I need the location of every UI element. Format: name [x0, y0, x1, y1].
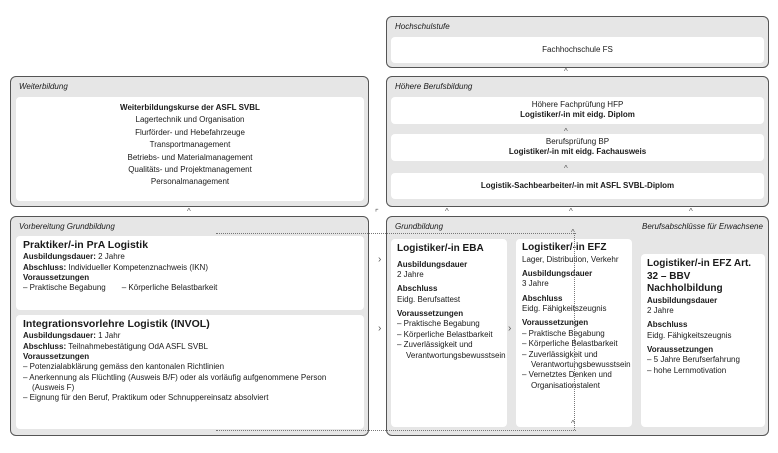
arrow-up-icon: ^ [569, 207, 573, 216]
corner-arrow-icon: ⌜ [375, 208, 379, 217]
course-item: Qualitäts- und Projektmanagement [128, 164, 252, 174]
arrow-up-icon: ^ [564, 127, 568, 136]
requirement: – Zuverlässigkeit und Verantwortungsbewusstsein [397, 340, 506, 360]
label: Voraussetzungen [397, 309, 464, 319]
arrow-right-icon: › [378, 323, 382, 334]
panel-title: Höhere Berufsbildung [395, 82, 473, 91]
card-heading: Weiterbildungskurse der ASFL SVBL [120, 103, 260, 112]
arrow-up-icon: ^ [571, 419, 575, 428]
connector-line [574, 233, 575, 430]
card-sachbearbeiter [391, 173, 764, 199]
label: Voraussetzungen [23, 351, 90, 361]
arrow-up-icon: ^ [571, 228, 575, 237]
value: 2 Jahre [647, 305, 674, 315]
arrow-up-icon: ^ [187, 207, 191, 216]
panel-title-erwachsene: Berufsabschlüsse für Erwachsene [642, 222, 763, 231]
card-line: Berufsprüfung BP [545, 137, 610, 146]
value: Eidg. Fähigkeitszeugnis [647, 330, 732, 340]
requirement: – Praktische Begabung [397, 319, 480, 329]
card-weiterbildungskurse [16, 97, 364, 201]
arrow-right-icon: › [508, 323, 512, 334]
value: Eidg. Fähigkeitszeugnis [522, 304, 607, 314]
value: Teilnahmebestätigung OdA ASFL SVBL [68, 341, 208, 351]
card-text: Logistik-Sachbearbeiter/-in mit ASFL SVBL-Diplom [480, 181, 675, 190]
arrow-up-icon: ^ [445, 207, 449, 216]
course-item: Betriebs- und Materialmanagement [127, 152, 253, 162]
course-item: Transportmanagement [149, 140, 231, 150]
label: Ausbildungsdauer [647, 295, 718, 305]
card-line: Höhere Fachprüfung HFP [531, 100, 624, 109]
card-erwachsene [641, 254, 765, 427]
value: 1 Jahr [98, 331, 121, 341]
label: Ausbildungsdauer [397, 259, 468, 269]
label: Abschluss: [23, 341, 67, 351]
requirement: – Körperliche Belastbarkeit [397, 329, 493, 339]
card-text: Fachhochschule FS [542, 45, 613, 54]
panel-title: Grundbildung [395, 222, 444, 231]
panel-grundbildung [386, 216, 769, 436]
label: Ausbildungsdauer: [23, 252, 96, 262]
card-pra [16, 236, 364, 310]
panel-title: Vorbereitung Grundbildung [19, 222, 115, 231]
requirement: – Vernetztes Denken und Organisationstalent [522, 370, 612, 390]
label: Abschluss [647, 320, 688, 330]
card-invol [16, 315, 364, 429]
card-heading: Logistiker/-in EBA [397, 243, 484, 254]
label: Voraussetzungen [647, 345, 714, 355]
arrow-up-icon: ^ [564, 164, 568, 173]
requirement: – Körperliche Belastbarkeit [522, 339, 618, 349]
arrow-up-icon: ^ [689, 207, 693, 216]
label: Voraussetzungen [522, 318, 589, 328]
requirement: – Praktische Begabung [23, 283, 106, 293]
requirement: – Potenzialabklärung gemäss den kantonalen Richtlinien [23, 362, 225, 372]
requirement: – Zuverlässigkeit und Verantwortungsbewusstsein [522, 349, 631, 370]
panel-title: Weiterbildung [19, 82, 68, 91]
value: 3 Jahre [522, 279, 549, 289]
requirement: – Eignung für den Beruf, Praktikum oder Schnuppereinsatz absolviert [23, 393, 269, 403]
card-hfp [391, 97, 764, 124]
arrow-right-icon: › [378, 254, 382, 265]
label: Voraussetzungen [23, 272, 90, 282]
card-line-bold: Logistiker/-in mit eidg. Diplom [520, 110, 635, 120]
course-item: Flurförder- und Hebefahrzeuge [135, 127, 245, 137]
label: Abschluss: [23, 262, 67, 272]
course-item: Personalmanagement [150, 177, 230, 187]
label: Ausbildungsdauer [522, 268, 593, 278]
card-line-bold: Logistiker/-in mit eidg. Fachausweis [508, 147, 647, 157]
requirement: – Körperliche Belastbarkeit [121, 283, 218, 293]
card-eba [391, 239, 507, 427]
card-heading: Integrationsvorlehre Logistik (INVOL) [23, 318, 210, 330]
card-bp [391, 134, 764, 161]
panel-vorbereitung [10, 216, 369, 436]
card-heading: Logistiker/-in EFZ [522, 242, 607, 253]
value: 2 Jahre [98, 252, 125, 262]
panel-hochschulstufe [386, 16, 769, 68]
connector-line [216, 430, 576, 431]
panel-weiterbildung [10, 76, 369, 207]
panel-title: Hochschulstufe [395, 22, 450, 31]
card-fachhochschule [391, 37, 764, 63]
requirement: – hohe Lernmotivation [647, 365, 727, 375]
value: Individueller Kompetenznachweis (IKN) [68, 262, 208, 272]
card-heading: Praktiker/-in PrA Logistik [23, 239, 149, 251]
requirement: – Anerkennung als Flüchtling (Ausweis B/F) oder als vorläufig aufgenommene Person (Ausweis F) [23, 372, 327, 393]
requirement: – Praktische Begabung [522, 328, 605, 338]
value: 2 Jahre [397, 269, 424, 279]
card-heading: Logistiker/-in EFZ Art. 32 – BBV Nachholbildung [647, 258, 752, 294]
label: Ausbildungsdauer: [23, 331, 96, 341]
label: Abschluss [522, 293, 563, 303]
arrow-up-icon: ^ [564, 67, 568, 76]
label: Abschluss [397, 284, 438, 294]
connector-line [216, 233, 576, 234]
requirement: – 5 Jahre Berufserfahrung [647, 355, 740, 365]
value: Eidg. Berufsattest [397, 294, 461, 304]
course-item: Lagertechnik und Organisation [135, 115, 245, 125]
card-subheading: Lager, Distribution, Verkehr [522, 254, 619, 264]
panel-hoehere-berufsbildung [386, 76, 769, 207]
